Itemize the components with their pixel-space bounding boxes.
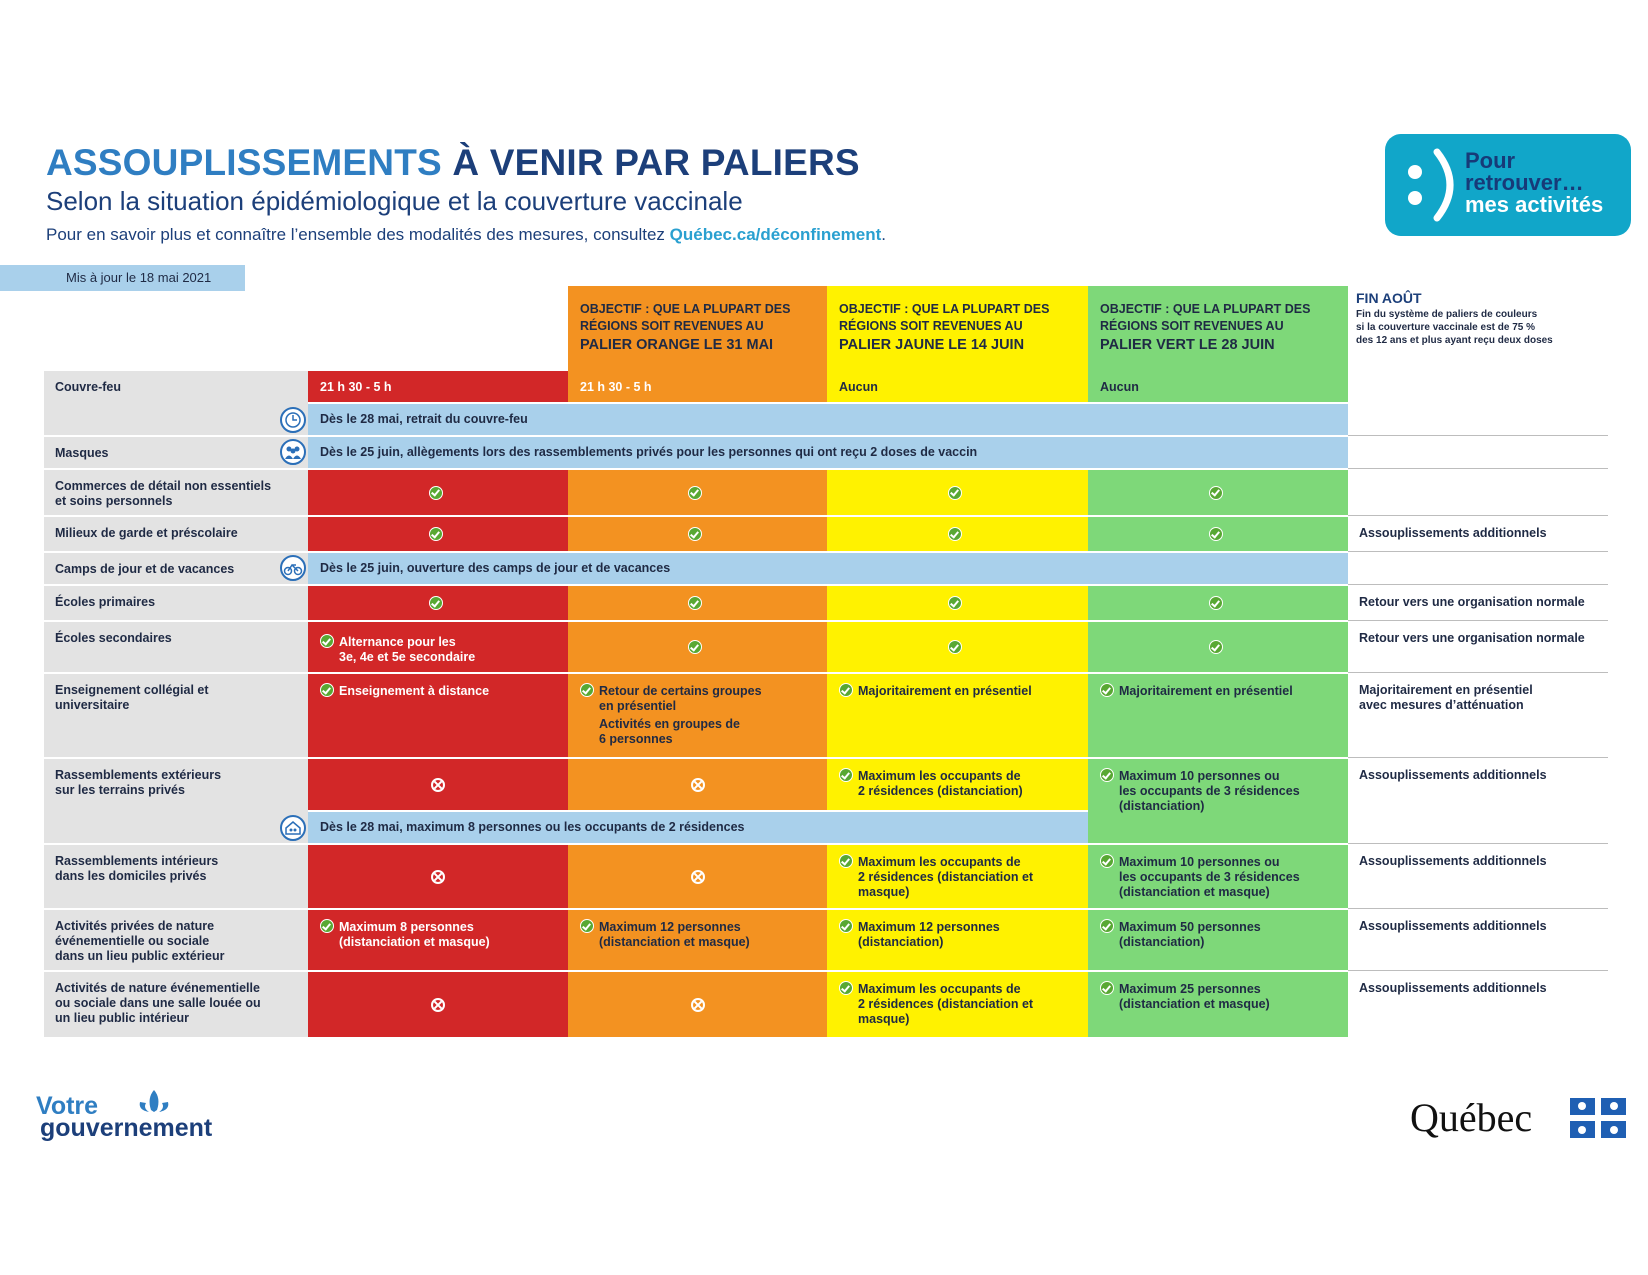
cell-exterieurs-final: Assouplissements additionnels [1359, 768, 1547, 782]
cross-icon [431, 998, 445, 1012]
cell-interieurs-final: Assouplissements additionnels [1359, 854, 1547, 868]
row-label-privees-line-3: dans un lieu public extérieur [55, 949, 225, 963]
check-icon [1209, 596, 1223, 610]
check-icon [1100, 854, 1114, 868]
cell-garde-green [1088, 517, 1348, 551]
cell-collegial-final [1348, 674, 1608, 757]
cell-collegial-orange-line-2: en présentiel [599, 699, 677, 713]
cell-primaires-green [1088, 586, 1348, 620]
cell-interieurs-yellow-line-1: Maximum les occupants de [858, 855, 1021, 869]
cell-collegial-orange-line-3: Activités en groupes de [599, 717, 741, 731]
check-icon [688, 640, 702, 654]
row-label-secondaires: Écoles secondaires [44, 622, 308, 672]
info-text: Pour en savoir plus et connaître l’ensemble des modalités des mesures, consultez [46, 225, 670, 244]
check-icon [839, 768, 853, 782]
check-icon [948, 596, 962, 610]
cell-exterieurs-orange [568, 759, 827, 810]
cell-interieurs-green-line-1: Maximum 10 personnes ou [1119, 855, 1280, 869]
cell-garde-orange [568, 517, 827, 551]
logo-votre-text: Votre [36, 1092, 99, 1120]
cell-garde-red [308, 517, 568, 551]
cell-collegial-yellow [827, 674, 1088, 757]
cell-exterieurs-green-line-1: Maximum 10 personnes ou [1119, 769, 1280, 783]
cell-salle-yellow-line-1: Maximum les occupants de [858, 982, 1021, 996]
column-header-orange [568, 286, 827, 371]
row-label-privees-line-1: Activités privées de nature [55, 919, 215, 933]
cell-couvre-feu-orange: 21 h 30 - 5 h [568, 371, 827, 402]
bicycle-icon [280, 555, 306, 581]
info-end: . [881, 225, 887, 244]
cell-interieurs-green-line-2: les occupants de 3 résidences [1119, 870, 1300, 884]
column-header-final-line-2: si la couverture vaccinale est de 75 % [1356, 322, 1535, 333]
check-icon [320, 919, 334, 933]
final-divider [1348, 468, 1608, 469]
row-label-commerces [44, 470, 308, 515]
title-highlight: ASSOUPLISSEMENTS [46, 142, 442, 183]
row-label-garde: Milieux de garde et préscolaire [44, 517, 308, 551]
check-icon [320, 634, 334, 648]
final-divider [1348, 620, 1608, 621]
check-icon [839, 919, 853, 933]
cell-secondaires-final: Retour vers une organisation normale [1359, 631, 1585, 645]
column-header-final [1356, 292, 1616, 347]
smiley-icon [1397, 146, 1467, 224]
check-icon [839, 981, 853, 995]
check-icon [839, 683, 853, 697]
cell-privees-orange-line-2: (distanciation et masque) [599, 935, 750, 949]
row-label-collegial-line-2: universitaire [55, 698, 130, 712]
row-label-commerces-line-1: Commerces de détail non essentiels [55, 479, 272, 493]
cell-collegial-red [308, 674, 568, 757]
check-icon [1100, 919, 1114, 933]
row-label-interieurs [44, 845, 308, 908]
cell-garde-yellow [827, 517, 1088, 551]
cell-secondaires-red [308, 622, 568, 672]
cell-secondaires-orange [568, 622, 827, 672]
cell-interieurs-red [308, 845, 568, 908]
check-icon [1100, 768, 1114, 782]
cell-exterieurs-green-line-3: (distanciation) [1119, 799, 1205, 813]
cell-privees-red [308, 910, 568, 970]
column-header-yellow-small: OBJECTIF : QUE LA PLUPART DES RÉGIONS SOIT REVENUES AU [839, 302, 1050, 333]
cell-salle-green-line-2: (distanciation et masque) [1119, 997, 1270, 1011]
page-subtitle: Selon la situation épidémiologique et la couverture vaccinale [46, 186, 743, 216]
cell-interieurs-green-line-3: (distanciation et masque) [1119, 885, 1270, 899]
cell-exterieurs-green [1088, 759, 1348, 843]
band-masques: Dès le 25 juin, allègements lors des rassemblements privés pour les personnes qui ont reçu 2 doses de vaccin [308, 437, 1348, 468]
cell-privees-green-line-1: Maximum 50 personnes [1119, 920, 1261, 934]
check-icon [948, 486, 962, 500]
row-label-collegial-line-1: Enseignement collégial et [55, 683, 209, 697]
quebec-flag-icon [1570, 1098, 1626, 1138]
cell-interieurs-yellow-line-2: 2 résidences (distanciation et [858, 870, 1034, 884]
cell-salle-yellow-line-3: masque) [858, 1012, 910, 1026]
check-icon [429, 596, 443, 610]
column-header-final-line-3: des 12 ans et plus ayant reçu deux doses [1356, 335, 1553, 346]
row-label-masques: Masques [44, 437, 308, 468]
cell-commerces-green [1088, 470, 1348, 515]
row-label-couvre-feu: Couvre-feu [44, 371, 308, 435]
badge-text [1465, 150, 1603, 216]
row-label-privees [44, 910, 308, 970]
final-divider [1348, 908, 1608, 909]
cell-couvre-feu-red: 21 h 30 - 5 h [308, 371, 568, 402]
check-icon [429, 486, 443, 500]
cell-secondaires-green [1088, 622, 1348, 672]
cell-salle-yellow-line-2: 2 résidences (distanciation et [858, 997, 1034, 1011]
cell-collegial-final-line-1: Majoritairement en présentiel [1359, 683, 1533, 697]
check-icon [948, 527, 962, 541]
column-header-orange-small: OBJECTIF : QUE LA PLUPART DES RÉGIONS SOIT REVENUES AU [580, 302, 791, 333]
row-label-commerces-line-2: et soins personnels [55, 494, 173, 508]
cell-primaires-yellow [827, 586, 1088, 620]
quebec-wordmark: Québec [1410, 1095, 1533, 1140]
cell-privees-red-line-2: (distanciation et masque) [339, 935, 490, 949]
fleur-de-lis-icon [134, 1088, 174, 1118]
final-divider [1348, 843, 1608, 844]
cell-commerces-orange [568, 470, 827, 515]
cell-privees-yellow-line-2: (distanciation) [858, 935, 944, 949]
final-divider [1348, 672, 1608, 673]
cross-icon [691, 998, 705, 1012]
final-divider [1348, 584, 1608, 585]
cell-exterieurs-red [308, 759, 568, 810]
cell-salle-green [1088, 972, 1348, 1037]
cell-salle-red [308, 972, 568, 1037]
updated-date-tag [0, 265, 245, 291]
check-icon [839, 854, 853, 868]
row-label-exterieurs [44, 759, 308, 843]
cross-icon [431, 870, 445, 884]
cell-collegial-yellow-text: Majoritairement en présentiel [858, 684, 1032, 698]
cell-interieurs-yellow [827, 845, 1088, 908]
final-divider [1348, 515, 1608, 516]
pour-retrouver-badge [1385, 134, 1631, 236]
logo-gouvernement-text: gouvernement [40, 1114, 213, 1142]
check-icon [320, 683, 334, 697]
votre-gouvernement-logo [36, 1088, 236, 1148]
check-icon [1209, 486, 1223, 500]
check-icon [1100, 683, 1114, 697]
cell-salle-orange [568, 972, 827, 1037]
cell-couvre-feu-green: Aucun [1088, 371, 1348, 402]
row-label-privees-line-2: événementielle ou sociale [55, 934, 210, 948]
cell-interieurs-yellow-line-3: masque) [858, 885, 910, 899]
cell-exterieurs-yellow-line-2: 2 résidences (distanciation) [858, 784, 1023, 798]
column-header-yellow-big: PALIER JAUNE LE 14 JUIN [839, 337, 1025, 353]
cell-secondaires-red-line-1: Alternance pour les [339, 635, 456, 649]
row-label-salle-line-3: un lieu public intérieur [55, 1011, 190, 1025]
final-divider [1348, 435, 1608, 436]
column-header-yellow [827, 286, 1088, 371]
badge-line-3: mes activités [1465, 192, 1604, 217]
cell-privees-red-line-1: Maximum 8 personnes [339, 920, 474, 934]
final-divider [1348, 970, 1608, 971]
cell-salle-green-line-1: Maximum 25 personnes [1119, 982, 1261, 996]
row-label-salle-line-2: ou sociale dans une salle louée ou [55, 996, 261, 1010]
column-header-final-line-1: Fin du système de paliers de couleurs [1356, 309, 1538, 320]
cell-collegial-green-text: Majoritairement en présentiel [1119, 684, 1293, 698]
band-couvre-feu: Dès le 28 mai, retrait du couvre-feu [308, 404, 1348, 435]
house-people-icon [280, 815, 306, 841]
cross-icon [431, 778, 445, 792]
group-people-icon [280, 439, 306, 465]
column-header-green [1088, 286, 1348, 371]
cell-collegial-red-text: Enseignement à distance [339, 684, 490, 698]
deconfinement-link[interactable]: Québec.ca/déconfinement [669, 225, 882, 244]
cell-privees-orange-line-1: Maximum 12 personnes [599, 920, 741, 934]
cell-collegial-orange-line-1: Retour de certains groupes [599, 684, 762, 698]
final-divider [1348, 757, 1608, 758]
row-label-exterieurs-line-1: Rassemblements extérieurs [55, 768, 222, 782]
check-icon [1209, 527, 1223, 541]
page-title [46, 142, 860, 184]
check-icon [1100, 981, 1114, 995]
cell-primaires-red [308, 586, 568, 620]
cell-collegial-orange-line-4: 6 personnes [599, 732, 673, 746]
column-header-green-small: OBJECTIF : QUE LA PLUPART DES RÉGIONS SOIT REVENUES AU [1100, 302, 1311, 333]
row-label-salle-line-1: Activités de nature événementielle [55, 981, 260, 995]
cell-privees-green [1088, 910, 1348, 970]
cell-secondaires-yellow [827, 622, 1088, 672]
cell-privees-green-line-2: (distanciation) [1119, 935, 1205, 949]
cell-salle-yellow [827, 972, 1088, 1037]
cell-primaires-final: Retour vers une organisation normale [1359, 595, 1585, 609]
cell-privees-final: Assouplissements additionnels [1359, 919, 1547, 933]
cell-interieurs-orange [568, 845, 827, 908]
cell-interieurs-green [1088, 845, 1348, 908]
row-label-interieurs-line-1: Rassemblements intérieurs [55, 854, 219, 868]
cross-icon [691, 778, 705, 792]
check-icon [580, 683, 594, 697]
check-icon [688, 486, 702, 500]
quebec-logo [1410, 1092, 1630, 1144]
cell-exterieurs-yellow-line-1: Maximum les occupants de [858, 769, 1021, 783]
cell-garde-final: Assouplissements additionnels [1359, 526, 1547, 540]
row-label-camps: Camps de jour et de vacances [44, 553, 308, 584]
updated-date-text: Mis à jour le 18 mai 2021 [66, 270, 212, 285]
band-camps: Dès le 25 juin, ouverture des camps de jour et de vacances [308, 553, 1348, 584]
column-header-final-title: FIN AOÛT [1356, 290, 1422, 306]
column-header-green-big: PALIER VERT LE 28 JUIN [1100, 337, 1275, 353]
cross-icon [691, 870, 705, 884]
cell-collegial-green [1088, 674, 1348, 757]
column-header-orange-big: PALIER ORANGE LE 31 MAI [580, 337, 774, 353]
cell-commerces-red [308, 470, 568, 515]
title-rest: À VENIR PAR PALIERS [441, 142, 860, 183]
row-label-primaires: Écoles primaires [44, 586, 308, 620]
band-exterieurs: Dès le 28 mai, maximum 8 personnes ou les occupants de 2 résidences [308, 812, 1088, 843]
check-icon [429, 527, 443, 541]
check-icon [580, 919, 594, 933]
cell-commerces-yellow [827, 470, 1088, 515]
cell-privees-yellow-line-1: Maximum 12 personnes [858, 920, 1000, 934]
cell-couvre-feu-yellow: Aucun [827, 371, 1088, 402]
row-label-interieurs-line-2: dans les domiciles privés [55, 869, 207, 883]
cell-exterieurs-yellow [827, 759, 1088, 810]
cell-privees-yellow [827, 910, 1088, 970]
row-label-salle [44, 972, 308, 1037]
check-icon [688, 527, 702, 541]
cell-secondaires-red-line-2: 3e, 4e et 5e secondaire [339, 650, 476, 664]
cell-collegial-final-line-2: avec mesures d’atténuation [1359, 698, 1524, 712]
row-label-exterieurs-line-2: sur les terrains privés [55, 783, 185, 797]
check-icon [948, 640, 962, 654]
curfew-icon [280, 407, 306, 433]
check-icon [688, 596, 702, 610]
info-line [46, 225, 886, 245]
row-label-collegial [44, 674, 308, 757]
cell-exterieurs-green-line-2: les occupants de 3 résidences [1119, 784, 1300, 798]
badge-line-1: Pour [1465, 148, 1516, 173]
cell-privees-orange [568, 910, 827, 970]
final-divider [1348, 551, 1608, 552]
cell-collegial-orange [568, 674, 827, 757]
check-icon [1209, 640, 1223, 654]
badge-line-2: retrouver… [1465, 170, 1584, 195]
cell-primaires-orange [568, 586, 827, 620]
cell-salle-final: Assouplissements additionnels [1359, 981, 1547, 995]
